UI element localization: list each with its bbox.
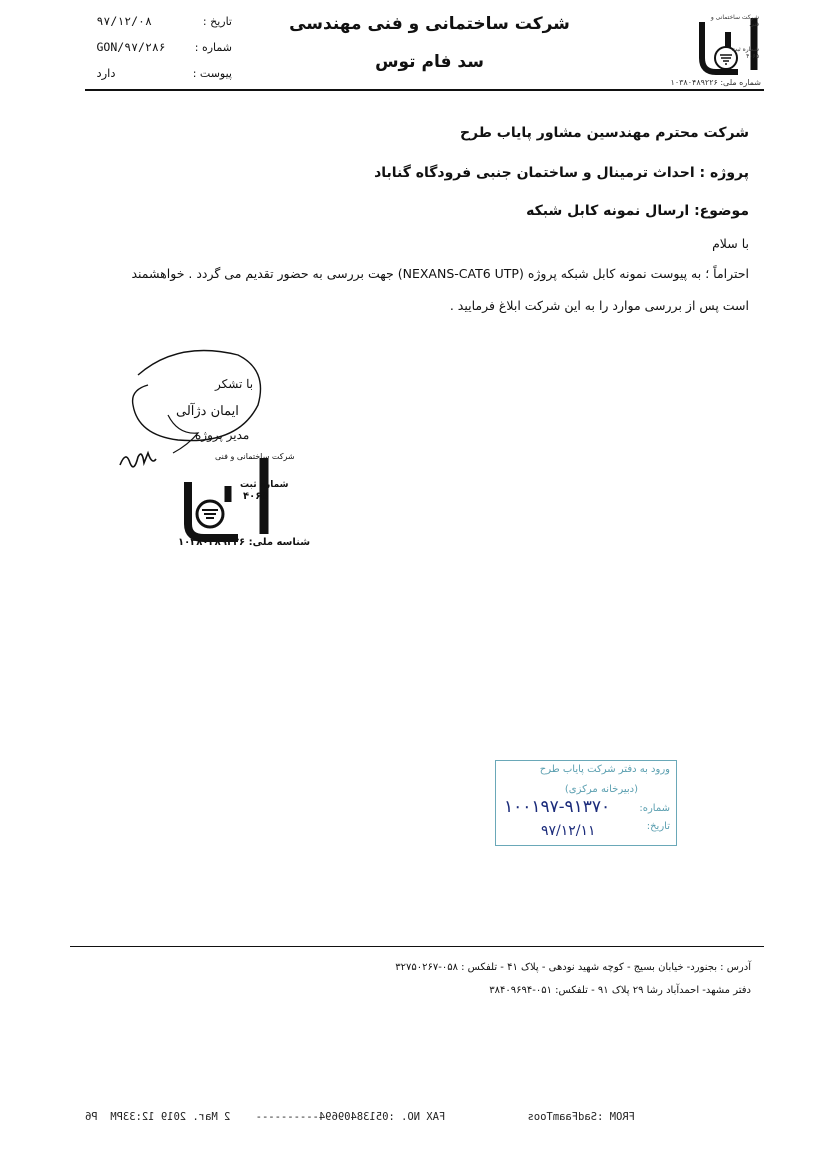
signatory-title: مدیر پروژه bbox=[195, 428, 250, 442]
header-divider bbox=[85, 89, 764, 91]
logo-caption-line2: شماره ثبت bbox=[731, 46, 759, 53]
company-subtitle: سد فام توس bbox=[375, 52, 484, 72]
logo-caption-line1: شرکت ساختمانی و فنی bbox=[710, 14, 759, 28]
received-stamp bbox=[495, 760, 677, 846]
company-name: شرکت ساختمانی و فنی مهندسی bbox=[289, 14, 570, 34]
received-number-value: ۱۰۰۱۹۷-۹۱۳۷۰ bbox=[504, 797, 611, 817]
fax-header-line: FROM :SadFaamToos FAX NO. :05138409694---------- 2 Mar. 2019 12:33PM P6 bbox=[85, 1111, 635, 1123]
date-value: ۹۷/۱۲/۰۸ bbox=[96, 14, 152, 28]
footer-divider bbox=[70, 946, 764, 947]
date-label: تاریخ : bbox=[202, 15, 232, 28]
initials-scribble bbox=[118, 445, 158, 475]
stamp-top-text: شرکت ساختمانی و فنی bbox=[215, 452, 295, 461]
number-row bbox=[92, 40, 232, 54]
number-value: GON/۹۷/۲۸۶ bbox=[96, 40, 166, 54]
attachment-row bbox=[92, 66, 232, 80]
footer-address-main: آدرس : بجنورد- خیابان بسیج - کوچه شهید نودهی - پلاک ۴۱ - تلفکس : ۰۵۸-۳۲۷۵۰۲۶۷ bbox=[395, 962, 751, 973]
stamp-number: ۴۰۶۵ bbox=[243, 491, 268, 502]
logo-caption-line3: ۴۰۶۵ bbox=[746, 53, 759, 60]
attachment-value: دارد bbox=[96, 66, 116, 80]
signature-closing: با تشکر bbox=[215, 377, 254, 391]
subject-line: موضوع: ارسال نمونه کابل شبکه bbox=[526, 203, 749, 219]
received-number-label: شماره: bbox=[639, 803, 670, 814]
registration-number: شماره ملی: ۱۰۳۸۰۴۸۹۲۲۶ bbox=[670, 78, 761, 87]
attachment-label: پیوست : bbox=[192, 67, 232, 80]
date-row bbox=[92, 14, 232, 28]
body-paragraph-1: احتراماً ؛ به پیوست نمونه کابل شبکه پروژه (NEXANS-CAT6 UTP) جهت بررسی به حضور تقدیم می گردد . خواهشمند bbox=[131, 266, 749, 281]
logo-caption bbox=[709, 14, 759, 60]
footer-address-mashhad: دفتر مشهد- احمدآباد رشا ۲۹ پلاک ۹۱ - تلفکس: ۰۵۱-۳۸۴۰۹۶۹۴ bbox=[489, 985, 751, 996]
signatory-name: ایمان دژآلی bbox=[176, 404, 239, 419]
project-line: پروژه : احداث ترمینال و ساختمان جنبی فرودگاه گناباد bbox=[374, 165, 749, 181]
greeting: با سلام bbox=[712, 236, 749, 251]
received-stamp-title: ورود به دفتر شرکت پایاب طرح bbox=[539, 764, 670, 775]
number-label: شماره : bbox=[194, 41, 232, 54]
received-stamp-subtitle: (دبیرخانه مرکزی) bbox=[564, 784, 638, 795]
recipient: شرکت محترم مهندسین مشاور پایاب طرح bbox=[459, 125, 749, 141]
received-date-label: تاریخ: bbox=[646, 821, 670, 832]
body-paragraph-2: است پس از بررسی موارد را به این شرکت ابلاغ فرمایید . bbox=[449, 298, 749, 313]
stamp-registration: ۱۰۳۸۰۴۸۹۲۲۶ :شناسه ملی bbox=[178, 537, 311, 548]
received-date-value: ۹۷/۱۲/۱۱ bbox=[541, 823, 596, 839]
stamp-number-label: شماره ثبت bbox=[240, 480, 289, 490]
